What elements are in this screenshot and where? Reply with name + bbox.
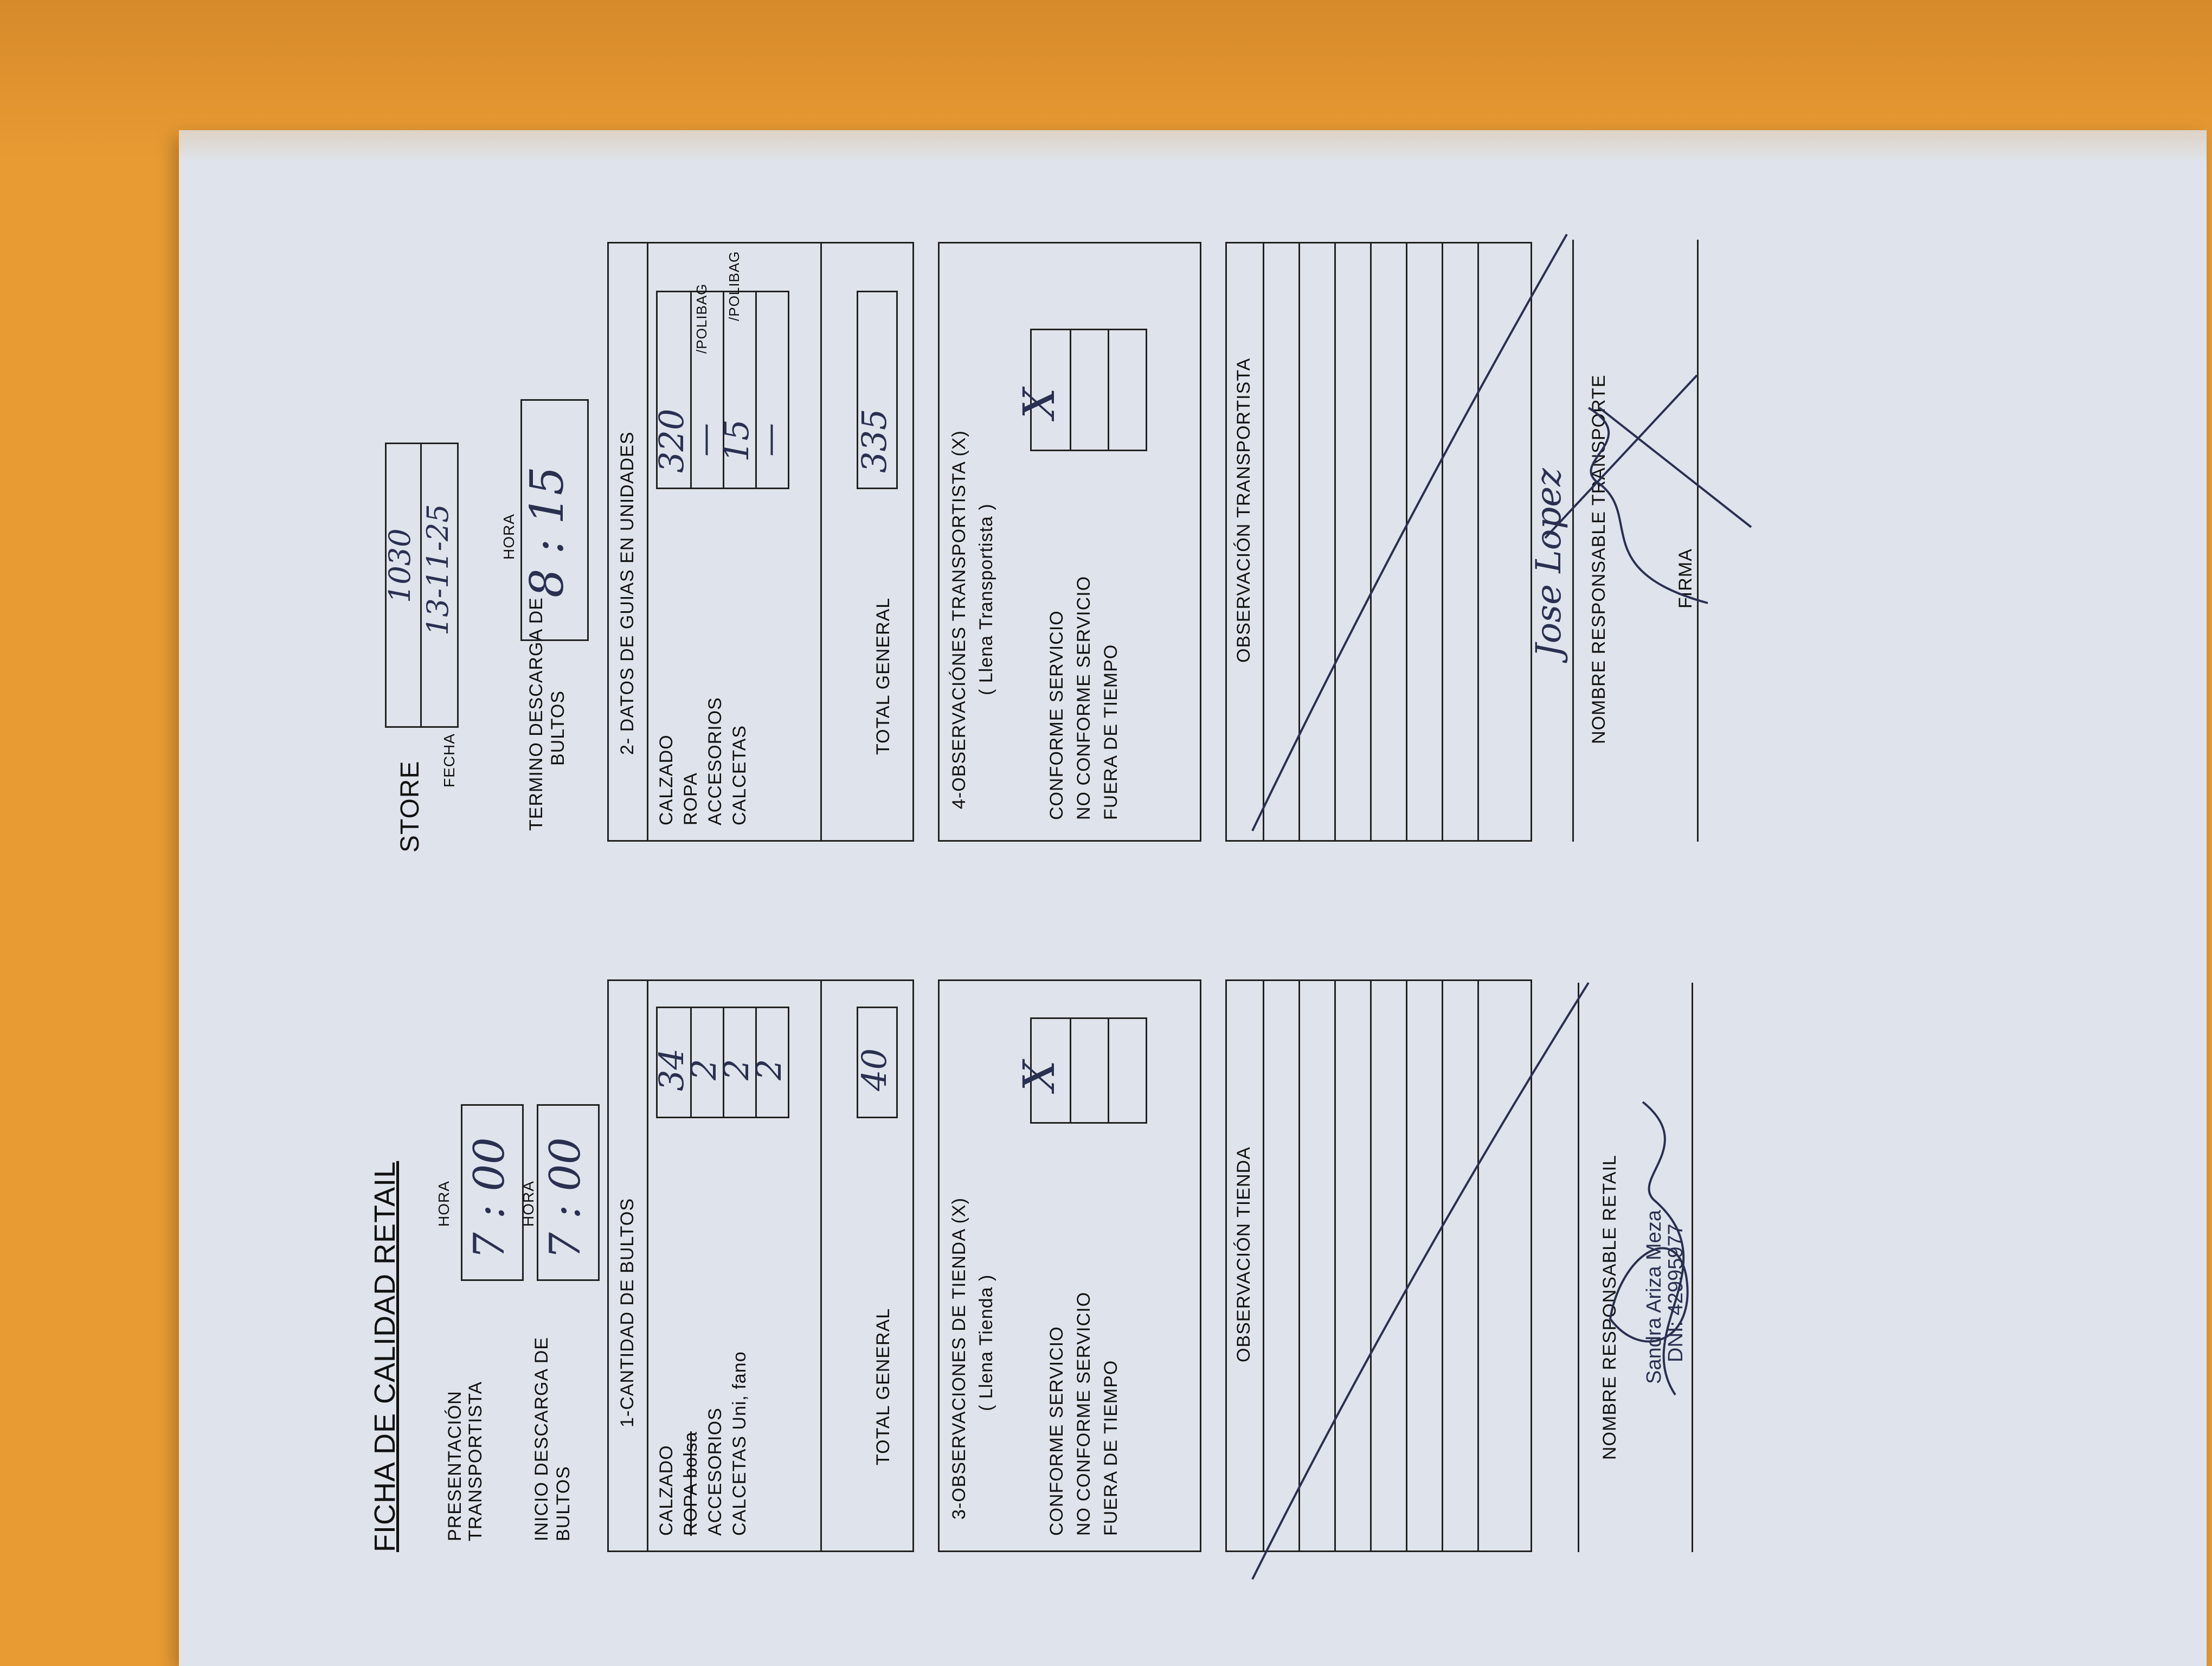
observacion-transportista-title: OBSERVACIÓN TRANSPORTISTA <box>1233 357 1254 663</box>
inicio-label-1: INICIO DESCARGA DE <box>531 1337 552 1541</box>
section1-total-value: 40 <box>854 1048 894 1091</box>
section3-subtitle: ( Llena Tienda ) <box>976 1274 996 1411</box>
section4-option: NO CONFORME SERVICIO <box>1073 575 1094 820</box>
section2-row-value: — <box>749 423 789 457</box>
section4-mark: X <box>1014 388 1064 419</box>
presentacion-label-1: PRESENTACIÓN <box>445 1391 465 1541</box>
termino-label-2: BULTOS <box>548 690 568 766</box>
transporte-signature-icon <box>1545 375 1751 603</box>
observacion-tienda-title: OBSERVACIÓN TIENDA <box>1233 1146 1254 1362</box>
section2-unit: /POLIBAG <box>693 283 710 354</box>
presentacion-label-2: TRANSPORTISTA <box>465 1381 486 1541</box>
section1-row-label: CALZADO <box>656 1445 677 1536</box>
presentacion-hora: 7 : 00 <box>465 1137 514 1259</box>
inicio-label-2: BULTOS <box>553 1466 574 1541</box>
section2-row-label: ROPA <box>680 772 701 825</box>
section1-title: 1-CANTIDAD DE BULTOS <box>617 1197 638 1427</box>
section1-row-label: ACCESORIOS <box>705 1407 725 1536</box>
transporte-firma-line <box>1697 240 1699 842</box>
responsable-transporte-name: Jose Lopez <box>1529 468 1569 657</box>
section2-row-value: — <box>684 423 724 457</box>
section2-row-value: 15 <box>717 419 756 462</box>
section1-row-value: 2 <box>684 1059 724 1080</box>
section1-row-value: 2 <box>749 1059 789 1080</box>
section3-option: FUERA DE TIEMPO <box>1101 1360 1121 1536</box>
responsable-retail-label: NOMBRE RESPONSABLE RETAIL <box>1599 1155 1620 1460</box>
section2-row-label: ACCESORIOS <box>705 697 725 825</box>
observacion-tienda-table <box>1225 979 1532 1552</box>
form-title: FICHA DE CALIDAD RETAIL <box>369 1161 401 1552</box>
termino-label-1: TERMINO DESCARGA DE <box>526 597 546 831</box>
hora-label: HORA <box>435 1181 452 1227</box>
section3-option: NO CONFORME SERVICIO <box>1073 1291 1094 1536</box>
section2-row-value: 320 <box>652 408 691 473</box>
retail-firma-line <box>1692 983 1693 1552</box>
retail-name-line <box>1578 983 1579 1552</box>
retail-stamp-name: Sandra Ariza Meza <box>1643 1209 1666 1384</box>
store-label: STORE <box>396 760 425 853</box>
section1-row-value: 2 <box>717 1059 756 1080</box>
firma-label: FIRMA <box>1675 548 1696 608</box>
section3-mark: X <box>1014 1060 1064 1091</box>
section4-option: FUERA DE TIEMPO <box>1101 644 1121 820</box>
section2-unit: /POLIBAG <box>726 251 742 321</box>
form-content <box>179 130 2207 1666</box>
section1-row-label: CALCETAS Uni, fano <box>729 1351 750 1536</box>
inicio-hora-label: HORA <box>520 1181 537 1227</box>
store-value: 1030 <box>383 528 417 603</box>
fecha-value: 13-11-25 <box>421 504 455 636</box>
termino-hora: 8 : 15 <box>520 466 574 598</box>
section1-total-label: TOTAL GENERAL <box>873 1308 893 1465</box>
section2-total-label: TOTAL GENERAL <box>873 597 893 755</box>
transporte-name-line <box>1572 240 1574 842</box>
section2-total-value: 335 <box>854 408 894 473</box>
section4-subtitle: ( Llena Transportista ) <box>976 503 996 695</box>
responsable-transporte-label: NOMBRE RESPONSABLE TRANSPORTE <box>1589 374 1609 744</box>
termino-hora-label: HORA <box>500 514 517 560</box>
observacion-transportista-table <box>1225 242 1532 842</box>
retail-stamp-dni: DNI: 42995977 <box>1664 1223 1687 1362</box>
fecha-label: FECHA <box>441 733 458 787</box>
form-sheet <box>179 130 2207 1666</box>
section3-option: CONFORME SERVICIO <box>1046 1326 1067 1536</box>
section2-title: 2- DATOS DE GUIAS EN UNIDADES <box>617 431 638 755</box>
section4-title: 4-OBSERVACIÓNES TRANSPORTISTA (X) <box>949 430 969 809</box>
section3-title: 3-OBSERVACIONES DE TIENDA (X) <box>949 1197 969 1520</box>
section1-row-value: 34 <box>652 1048 691 1091</box>
section2-row-label: CALCETAS <box>729 725 750 825</box>
section4-option: CONFORME SERVICIO <box>1046 610 1067 820</box>
inicio-hora: 7 : 00 <box>541 1137 590 1259</box>
section2-row-label: CALZADO <box>656 734 677 825</box>
section1-row-label: ROPA bolsa <box>680 1431 701 1536</box>
